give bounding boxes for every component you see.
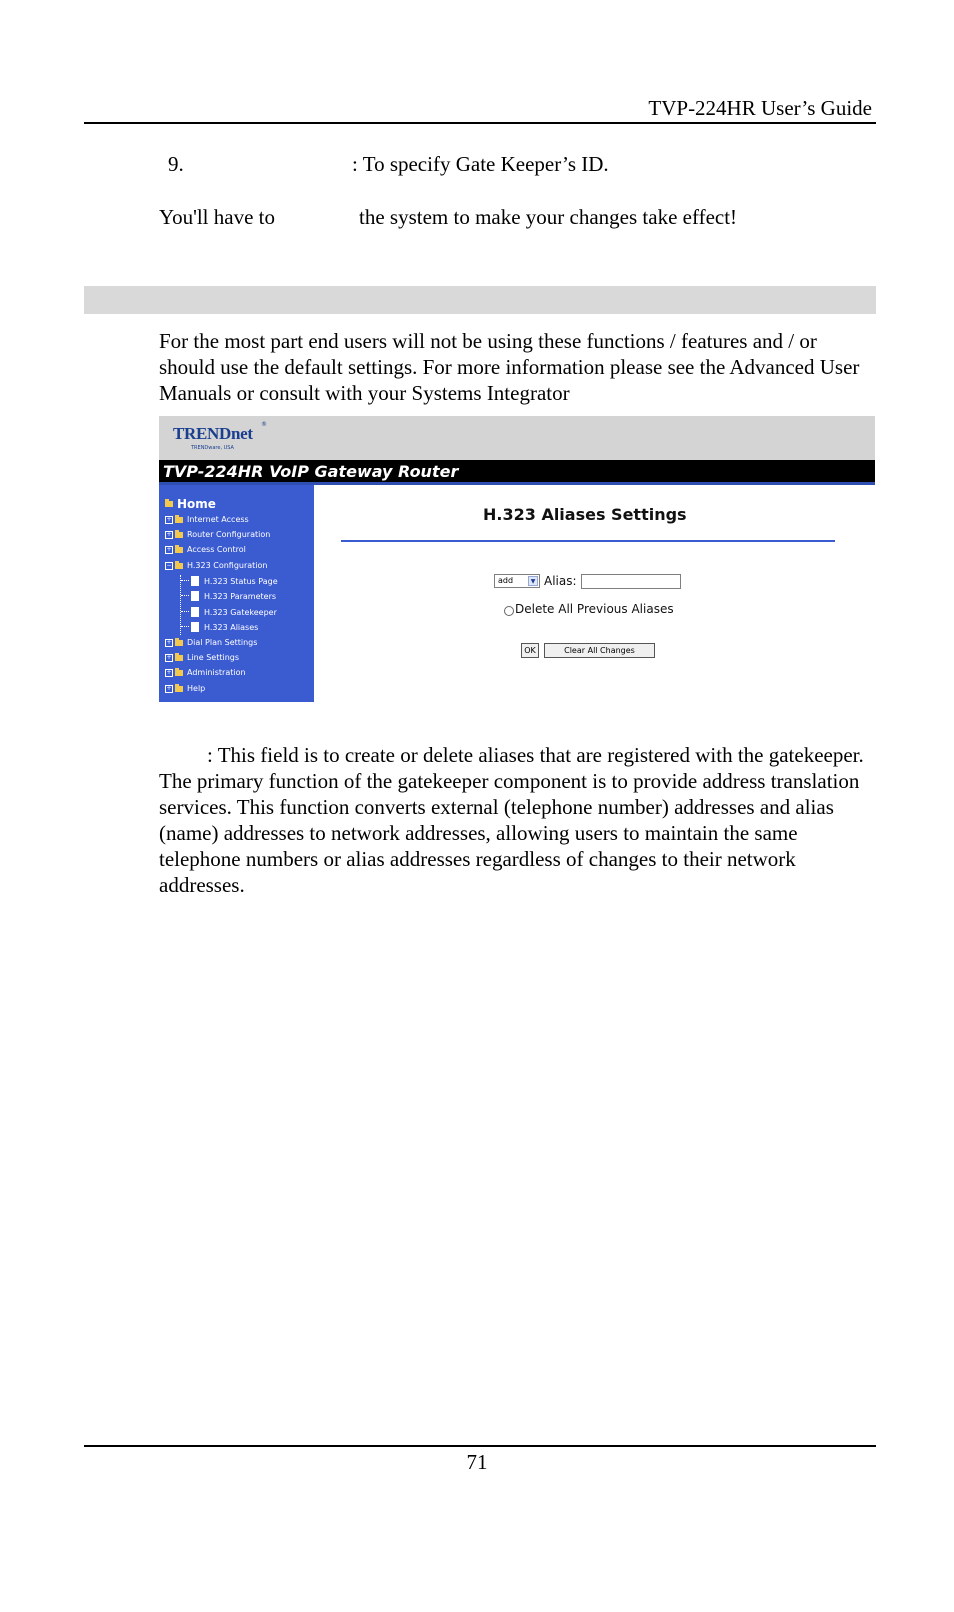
nav-item-label: H.323 Gatekeeper [204,607,277,617]
ok-button[interactable]: OK [521,643,539,658]
list-item-number: 9. [168,152,184,176]
expand-icon: + [166,515,172,523]
expand-icon: + [166,653,172,661]
tree-branch [181,595,189,597]
nav-item-h323-configuration[interactable] [165,561,267,570]
folder-open-icon [175,563,183,569]
tree-branch [181,580,189,582]
clear-all-changes-button[interactable]: Clear All Changes [544,643,655,658]
expand-icon: + [166,668,172,676]
folder-open-icon [165,501,173,507]
page-icon [191,591,199,601]
folder-icon [175,517,183,523]
section-heading-bar [84,286,876,314]
nav-item-h323-status-page[interactable] [181,576,278,586]
trendnet-logo [171,421,271,458]
nav-item-help[interactable] [165,684,205,693]
header-title: TVP-224HR User’s Guide [648,96,872,120]
product-title: TVP-224HR VoIP Gateway Router [163,462,459,481]
nav-item-label: Access Control [187,545,246,554]
folder-icon [175,655,183,661]
nav-item-label: H.323 Aliases [204,622,259,632]
nav-item-label: Router Configuration [187,530,271,539]
alias-description [159,742,875,898]
alias-field-paragraph [159,742,875,768]
nav-item-home[interactable] [165,497,216,511]
nav-item-administration[interactable] [165,668,246,677]
nav-panel [159,485,314,702]
alias-input[interactable] [581,574,681,589]
intro-paragraph: For the most part end users will not be using these functions / features and / or should use the default settings. For more information please see the Advanced User Manuals or consult with your Systems Integrator [159,329,860,405]
gatekeeper-paragraph: The primary function of the gatekeeper component is to provide address translation services. This function converts external (telephone number) addresses and alias (name) addresses to network addresses, allowing users to maintain the same telephone numbers or alias addresses regardless of changes to their network addresses. [159,769,860,897]
chevron-down-icon: ▼ [528,576,538,586]
nav-item-label: Home [177,497,216,511]
nav-item-internet-access[interactable] [165,515,249,524]
router-screenshot [159,416,875,702]
page-icon [191,622,199,632]
page-icon [191,576,199,586]
alias-label: Alias: [544,574,577,588]
nav-item-h323-aliases[interactable] [181,622,258,632]
expand-icon: + [166,545,172,553]
brand-name: TRENDnet [173,424,253,443]
tree-branch [181,626,189,628]
header-rule [84,122,876,124]
product-title-bar [159,460,875,482]
folder-icon [175,640,183,646]
brand-registered-mark: ® [261,421,267,428]
nav-item-access-control[interactable] [165,545,246,554]
nav-item-label: H.323 Status Page [204,576,278,586]
restart-note-end: the system to make your changes take effect! [359,205,738,229]
list-item-description: : To specify Gate Keeper’s ID. [352,152,609,176]
nav-item-label: H.323 Configuration [187,561,268,570]
page-number: 71 [466,1450,488,1474]
footer-rule [84,1445,876,1447]
nav-item-label: H.323 Parameters [204,591,277,601]
alias-field-text: : This field is to create or delete aliases that are registered with the gatekeeper. [207,743,864,767]
restart-note-start: You'll have to [159,205,275,229]
nav-item-label: Dial Plan Settings [187,638,258,647]
screenshot-top-bar [159,416,875,460]
nav-item-label: Help [187,684,206,693]
page-icon [191,607,199,617]
delete-all-radio[interactable] [504,606,514,616]
alias-action-select[interactable] [494,574,540,588]
expand-icon: + [166,530,172,538]
nav-item-line-settings[interactable] [165,653,239,662]
settings-page-title: H.323 Aliases Settings [483,505,687,524]
nav-item-h323-parameters[interactable] [181,591,276,601]
title-underline [341,540,835,542]
nav-item-label: Administration [187,668,246,677]
nav-item-dial-plan-settings[interactable] [165,638,257,647]
nav-item-h323-gatekeeper[interactable] [181,607,277,617]
tree-branch [181,611,189,613]
folder-icon [175,532,183,538]
collapse-icon: − [166,561,172,569]
delete-all-label: Delete All Previous Aliases [515,602,674,616]
expand-icon: + [166,638,172,646]
expand-icon: + [166,684,172,692]
brand-tagline: TRENDware, USA [191,445,234,451]
folder-icon [175,547,183,553]
folder-icon [175,686,183,692]
folder-icon [175,670,183,676]
nav-item-router-configuration[interactable] [165,530,270,539]
nav-item-label: Line Settings [187,653,240,662]
select-value: add [498,576,514,585]
nav-item-label: Internet Access [187,515,249,524]
